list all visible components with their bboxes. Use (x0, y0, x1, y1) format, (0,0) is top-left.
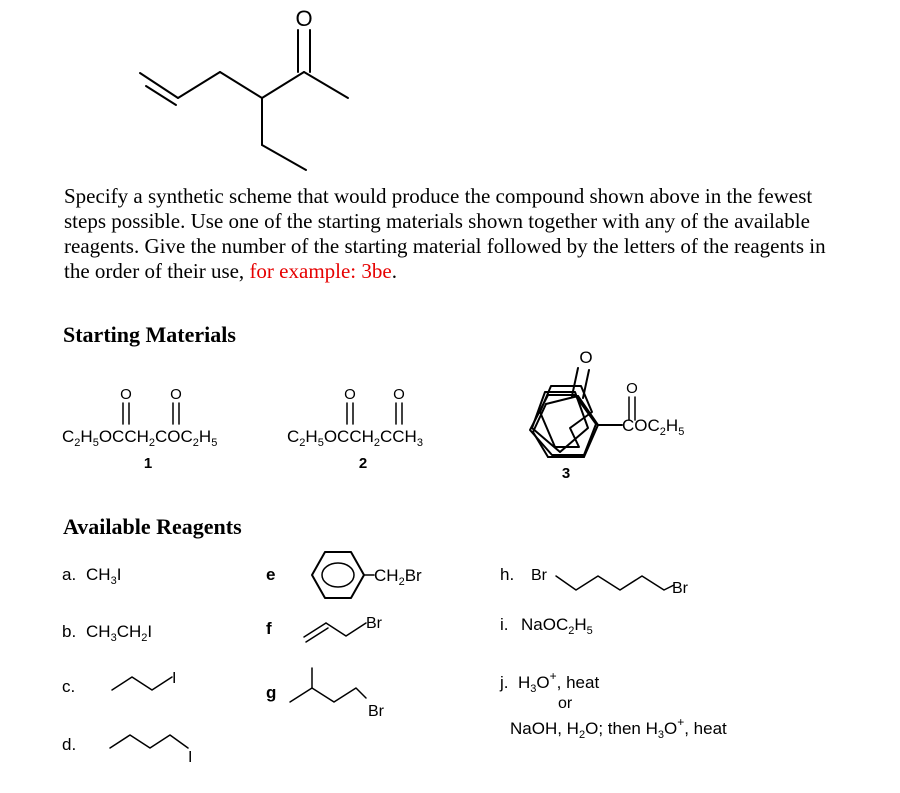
reagent-b (62, 622, 152, 644)
svg-text:CH2Br: $CH_2Br$ (374, 566, 422, 588)
target-molecule (140, 6, 348, 170)
svg-text:e: e (266, 565, 276, 584)
svg-text:C2H5OCCH2COC2H5: $C_2H_5OCCH_2COC_2H_5$ (62, 427, 218, 449)
starting-materials-heading: Starting Materials (63, 322, 236, 347)
svg-text:I: I (188, 749, 193, 766)
starting-material-1 (62, 386, 217, 472)
svg-text:O: O (626, 380, 638, 397)
svg-text:Br: Br (531, 567, 547, 584)
svg-text:f: f (266, 619, 272, 638)
prompt-end: . (391, 259, 397, 283)
reagent-h (500, 565, 689, 597)
svg-text:h.: h. (500, 565, 515, 584)
reagent-g (266, 668, 385, 720)
starting-material-3-number: 3 (561, 465, 571, 482)
svg-text:O: O (393, 386, 405, 403)
svg-text:O: O (344, 386, 356, 403)
svg-text:CH3I: $CH_3I$ (86, 565, 122, 587)
reagent-i (500, 615, 593, 637)
reagent-f (266, 615, 383, 642)
prompt-example: for example: 3be (249, 259, 392, 283)
svg-text:C2H5OCCH2CCH3: $C_2H_5OCCH_2CCH_3$ (287, 427, 423, 449)
svg-text:Br: Br (368, 703, 384, 720)
svg-text:or: or (558, 695, 573, 712)
question-prompt (64, 184, 844, 284)
reagent-c (62, 670, 176, 696)
svg-text:Br: Br (366, 615, 382, 632)
svg-text:Br: Br (672, 580, 688, 597)
reagent-a (62, 565, 121, 587)
available-reagents-heading: Available Reagents (63, 514, 242, 539)
svg-text:c.: c. (62, 677, 76, 696)
starting-material-1-number: 1 (143, 455, 153, 472)
svg-text:O: O (579, 348, 593, 367)
target-carbonyl-oxygen: O (295, 6, 313, 31)
svg-text:a.: a. (62, 565, 77, 584)
svg-text:COC2H5: $COC_2H_5$ (622, 416, 685, 438)
prompt-text: Specify a synthetic scheme that would produce the compound shown above in the fewest steps possible. Use one of the starting materials shown together with any of the available reagents. Give the number of the starting material followed by the letters of the reagents in the order of their use, (64, 184, 826, 283)
reagent-j (499, 669, 727, 741)
svg-text:NaOC2H5: $NaOC_2H_5$ (521, 615, 593, 637)
starting-material-2 (287, 386, 423, 472)
svg-text:CH3CH2I: $CH_3CH_2I$ (86, 622, 153, 644)
reagent-d (62, 735, 192, 766)
starting-material-3 (530, 348, 684, 482)
svg-text:j.: j. (500, 673, 509, 692)
svg-text:g: g (266, 683, 277, 702)
svg-text:i.: i. (500, 615, 509, 634)
starting-material-2-number: 2 (358, 455, 368, 472)
svg-text:I: I (172, 670, 177, 687)
svg-text:d.: d. (62, 735, 77, 754)
svg-text:O: O (120, 386, 132, 403)
svg-text:NaOH, H2O; then H3O+, heat: NaOH, $H_2O$; then $H_3O^+$, heat (510, 715, 727, 741)
svg-text:O: O (170, 386, 182, 403)
reagent-e (266, 552, 422, 598)
svg-text:H3O+, heat: $H_3O^+$, heat (518, 669, 600, 695)
svg-text:b.: b. (62, 622, 77, 641)
